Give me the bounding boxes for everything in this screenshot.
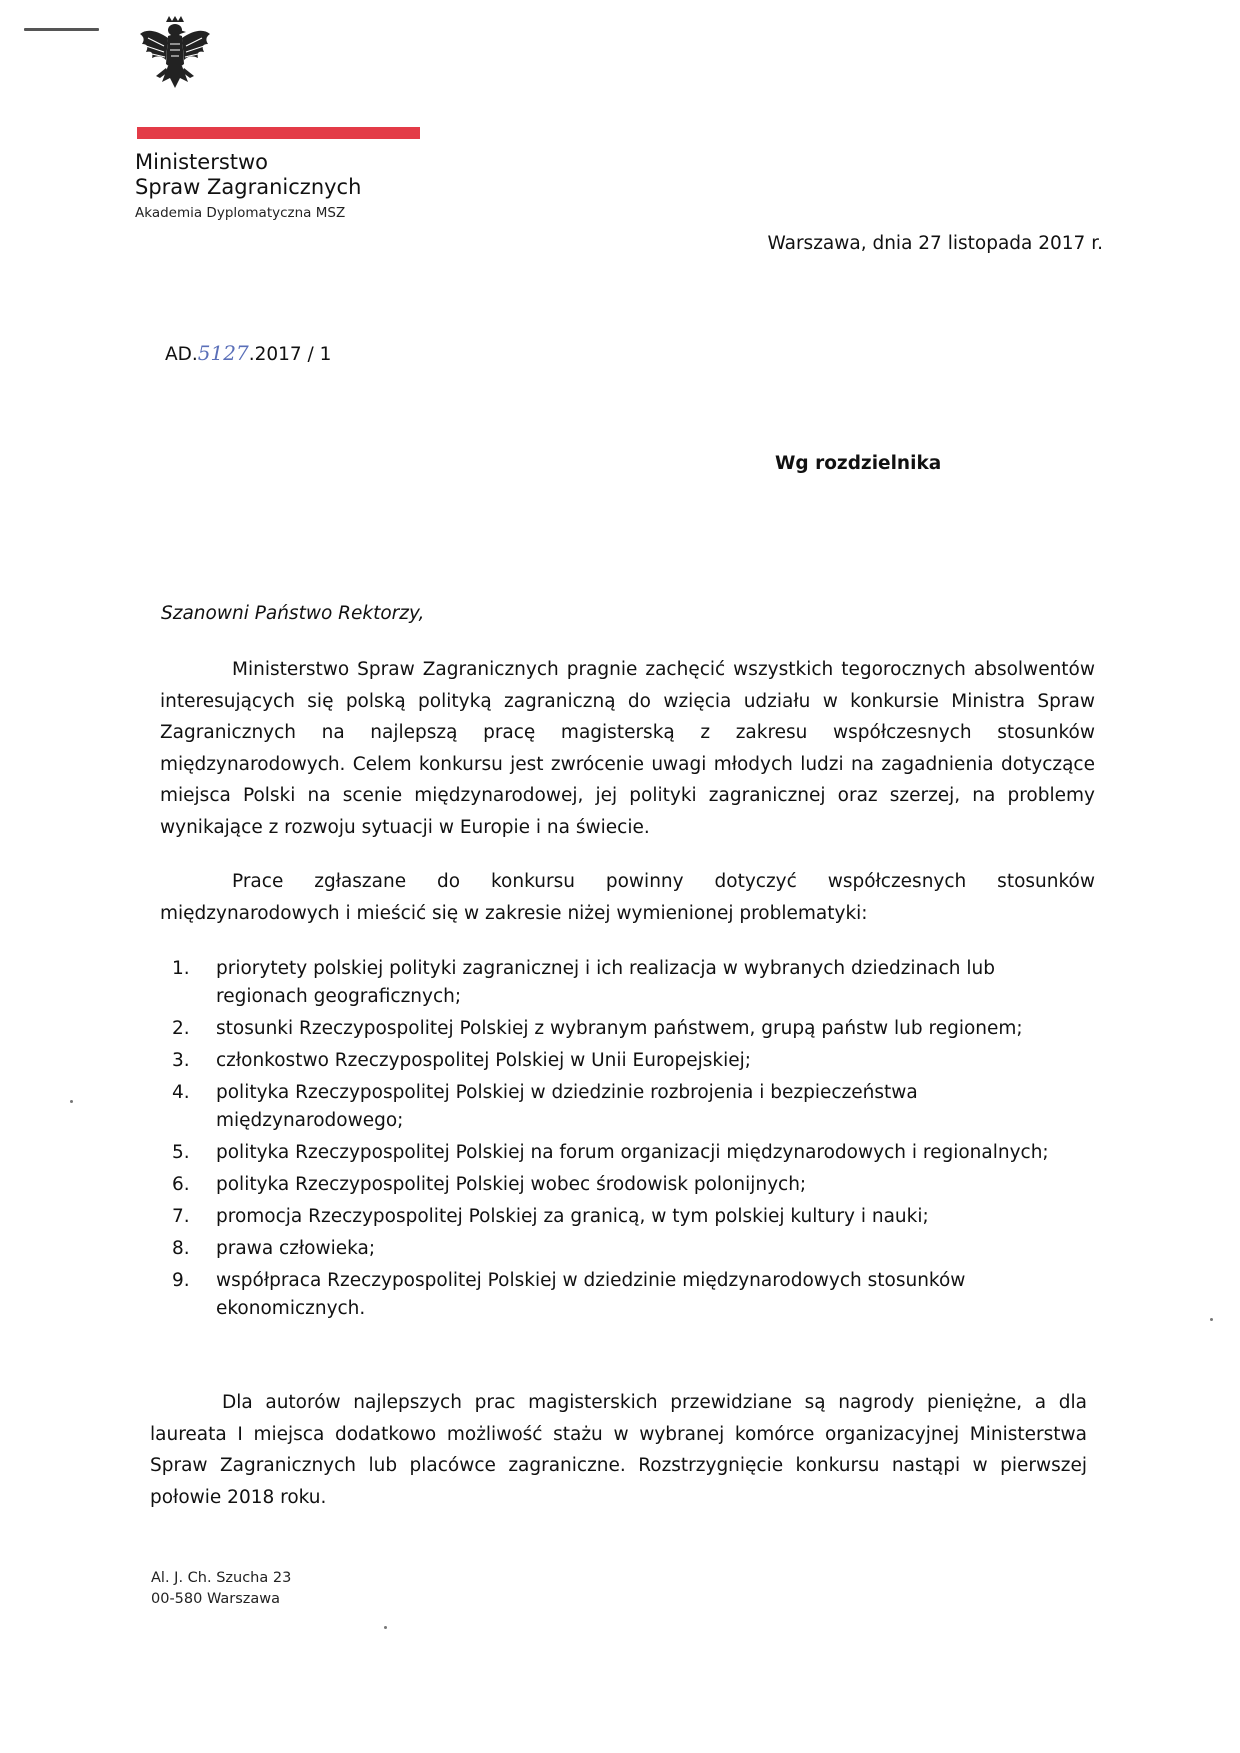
list-item-number: 8. bbox=[172, 1238, 190, 1259]
list-item-text: polityka Rzeczypospolitej Polskiej wobec środowisk polonijnych; bbox=[216, 1174, 807, 1195]
list-item-number: 2. bbox=[172, 1018, 190, 1039]
list-item bbox=[172, 1139, 1072, 1167]
academy-name: Akademia Dyplomatyczna MSZ bbox=[135, 205, 346, 221]
list-item-text: priorytety polskiej polityki zagranicznej i ich realizacja w wybranych dziedzinach lub regionach geograficznych; bbox=[216, 958, 996, 1007]
list-item-number: 6. bbox=[172, 1174, 190, 1195]
reference-handwritten: 5127 bbox=[197, 341, 249, 365]
list-item-number: 3. bbox=[172, 1050, 190, 1071]
paragraph-prizes-text: Dla autorów najlepszych prac magisterskich przewidziane są nagrody pieniężne, a dla laureata I miejsca dodatkowo możliwość stażu w wybranej komórce organizacyjnej Ministerstwa Spraw Zagranicznych lub placówce zagraniczne. Rozstrzygnięcie konkursu nastąpi w pierwszej połowie 2018 roku. bbox=[150, 1392, 1087, 1508]
letterhead-accent-bar bbox=[137, 127, 420, 139]
list-item bbox=[172, 1235, 1072, 1263]
list-item bbox=[172, 955, 1072, 1011]
salutation: Szanowni Państwo Rektorzy, bbox=[161, 603, 425, 624]
list-item bbox=[172, 1267, 1072, 1323]
paragraph-scope bbox=[160, 866, 1095, 929]
list-item-text: członkostwo Rzeczypospolitej Polskiej w Unii Europejskiej; bbox=[216, 1050, 751, 1071]
list-item-text: polityka Rzeczypospolitej Polskiej w dziedzinie rozbrojenia i bezpieczeństwa międzynarodowego; bbox=[216, 1082, 918, 1131]
list-item bbox=[172, 1015, 1072, 1043]
paragraph-scope-text: Prace zgłaszane do konkursu powinny dotyczyć współczesnych stosunków międzynarodowych i mieścić się w zakresie niżej wymienionej problematyki: bbox=[160, 871, 1095, 924]
list-item-number: 1. bbox=[172, 958, 190, 979]
list-item-number: 4. bbox=[172, 1082, 190, 1103]
address-line1: Al. J. Ch. Szucha 23 bbox=[151, 1570, 292, 1586]
polish-eagle-emblem-icon bbox=[136, 16, 214, 96]
list-item-number: 5. bbox=[172, 1142, 190, 1163]
reference-prefix: AD. bbox=[165, 344, 198, 365]
recipient-line: Wg rozdzielnika bbox=[775, 453, 942, 474]
list-item-text: prawa człowieka; bbox=[216, 1238, 376, 1259]
reference-number bbox=[165, 341, 331, 365]
ministry-name bbox=[135, 150, 361, 200]
scan-speck bbox=[384, 1626, 387, 1629]
scan-speck bbox=[70, 1100, 73, 1103]
date-line: Warszawa, dnia 27 listopada 2017 r. bbox=[767, 233, 1103, 254]
list-item-text: polityka Rzeczypospolitej Polskiej na forum organizacji międzynarodowych i regionalnych; bbox=[216, 1142, 1049, 1163]
list-item-number: 7. bbox=[172, 1206, 190, 1227]
scan-speck bbox=[1210, 1318, 1213, 1321]
scan-artifact-line bbox=[24, 28, 99, 31]
list-item bbox=[172, 1171, 1072, 1199]
reference-suffix: .2017 / 1 bbox=[248, 344, 332, 365]
list-item-text: współpraca Rzeczypospolitej Polskiej w dziedzinie międzynarodowych stosunków ekonomicznych. bbox=[216, 1270, 966, 1319]
paragraph-prizes bbox=[150, 1387, 1087, 1513]
paragraph-intro bbox=[160, 654, 1095, 843]
footer-address bbox=[151, 1568, 291, 1610]
ministry-name-line1: Ministerstwo bbox=[135, 150, 269, 174]
paragraph-intro-text: Ministerstwo Spraw Zagranicznych pragnie zachęcić wszystkich tegorocznych absolwentów interesujących się polską polityką zagraniczną do wzięcia udziału w konkursie Ministra Spraw Zagranicznych na najlepszą pracę magisterską z zakresu współczesnych stosunków międzynarodowych. Celem konkursu jest zwrócenie uwagi młodych ludzi na zagadnienia dotyczące miejsca Polski na scenie międzynarodowej, jej polityki zagranicznej oraz szerzej, na problemy wynikające z rozwoju sytuacji w Europie i na świecie. bbox=[160, 659, 1095, 838]
address-line2: 00-580 Warszawa bbox=[151, 1591, 281, 1607]
list-item-text: promocja Rzeczypospolitej Polskiej za granicą, w tym polskiej kultury i nauki; bbox=[216, 1206, 929, 1227]
ministry-name-line2: Spraw Zagranicznych bbox=[135, 175, 362, 199]
list-item bbox=[172, 1079, 1072, 1135]
list-item-text: stosunki Rzeczypospolitej Polskiej z wybranym państwem, grupą państw lub regionem; bbox=[216, 1018, 1023, 1039]
list-item bbox=[172, 1047, 1072, 1075]
list-item bbox=[172, 1203, 1072, 1231]
list-item-number: 9. bbox=[172, 1270, 190, 1291]
topic-list bbox=[172, 955, 1072, 1327]
